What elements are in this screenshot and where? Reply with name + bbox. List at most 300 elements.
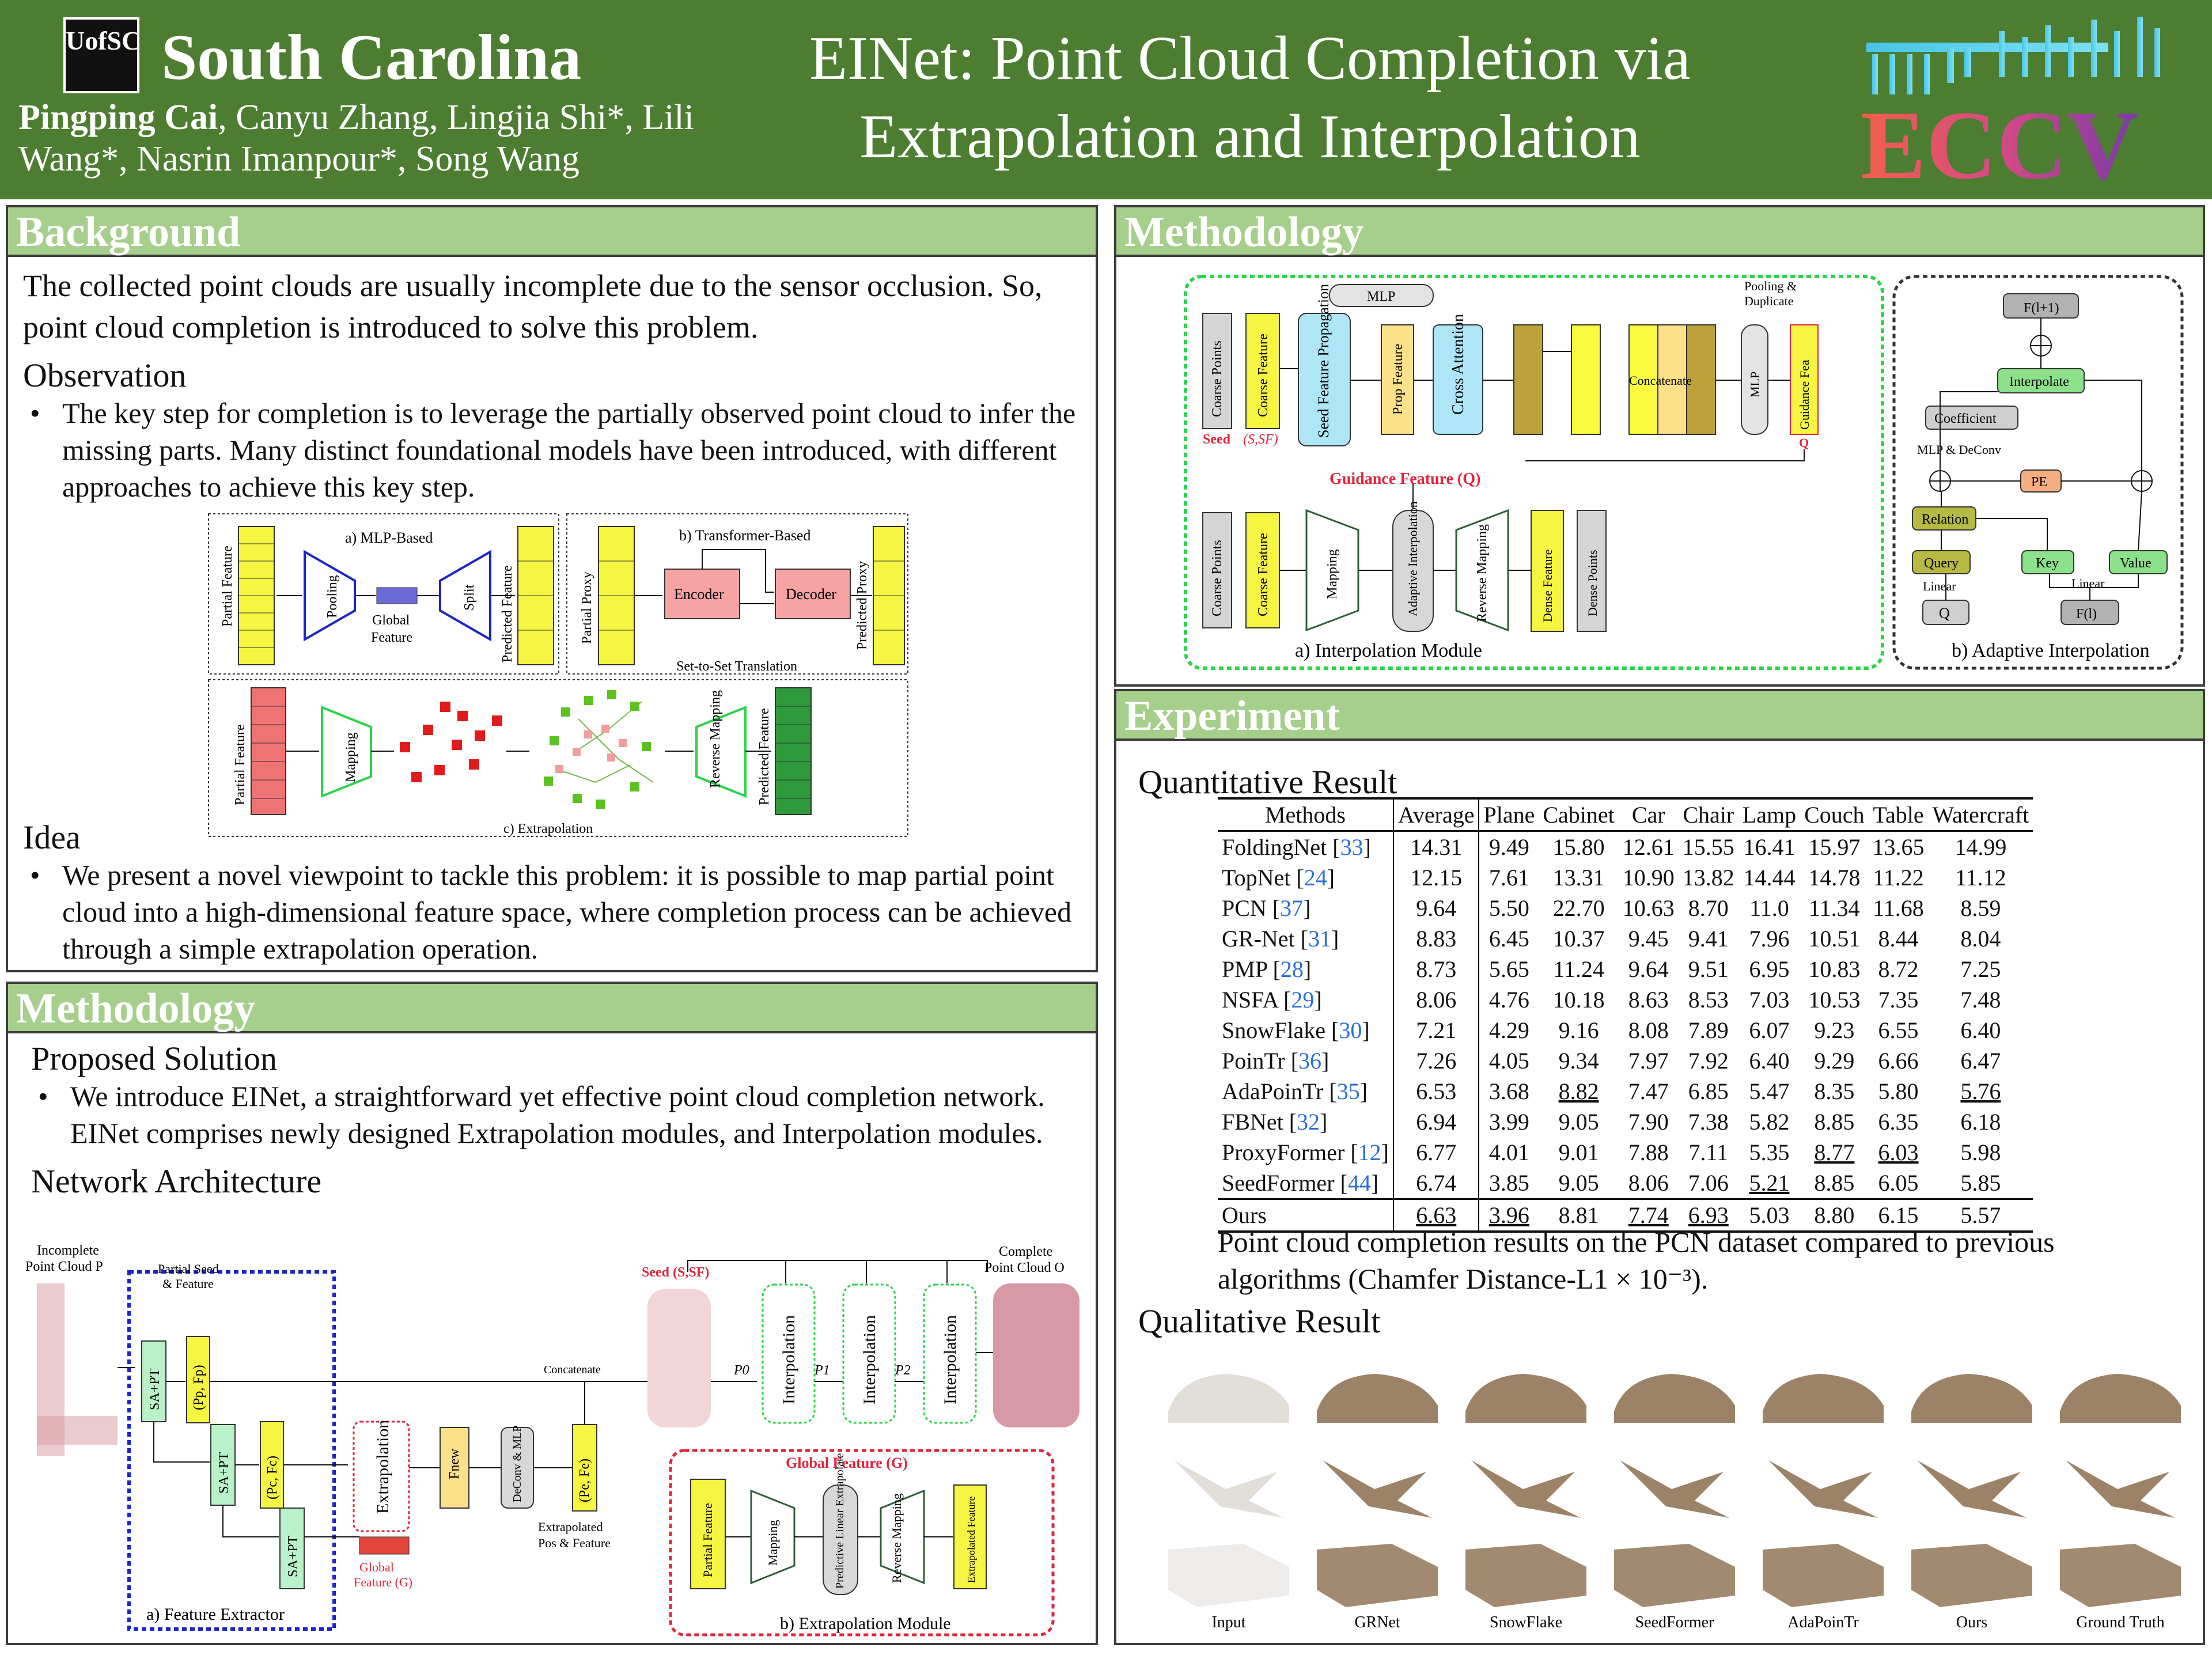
value-cell: 6.07 xyxy=(1749,1017,1790,1043)
col-header: Plane xyxy=(1479,798,1539,831)
car-point-cloud xyxy=(1614,1374,1735,1423)
svg-text:Seed: Seed xyxy=(1203,432,1230,447)
qualitative-column-label: AdaPoinTr xyxy=(1787,1613,1859,1631)
value-cell: 6.03 xyxy=(1878,1139,1919,1165)
value-cell: 5.57 xyxy=(1929,1199,2033,1232)
value-cell: 8.70 xyxy=(1688,895,1729,921)
col-header: Average xyxy=(1393,798,1479,831)
svg-text:(Pe, Fe): (Pe, Fe) xyxy=(577,1459,592,1502)
citation-link[interactable]: 33 xyxy=(1340,834,1363,860)
svg-text:Partial Feature: Partial Feature xyxy=(220,546,235,627)
table-row xyxy=(1218,831,2033,863)
value-cell: 8.73 xyxy=(1393,954,1479,984)
value-cell: 5.65 xyxy=(1488,956,1529,982)
approaches-figure xyxy=(204,512,912,840)
svg-text:Concatenate: Concatenate xyxy=(544,1363,601,1376)
value-cell: 7.11 xyxy=(1688,1139,1729,1165)
svg-text:ECCV: ECCV xyxy=(1861,91,2138,187)
svg-text:Pooling: Pooling xyxy=(325,575,340,618)
eccv-logo xyxy=(1855,14,2177,187)
svg-text:Partial Proxy: Partial Proxy xyxy=(579,571,594,644)
svg-text:SA+PT: SA+PT xyxy=(217,1452,232,1494)
svg-text:Extrapolated Feature: Extrapolated Feature xyxy=(965,1496,977,1583)
table-row xyxy=(1218,1015,2033,1046)
citation-link[interactable]: 29 xyxy=(1291,987,1315,1013)
value-cell: 10.63 xyxy=(1622,895,1675,921)
method-cell: TopNet [24] xyxy=(1218,862,1393,893)
table-row xyxy=(1218,923,2033,954)
method-cell: AdaPoinTr [35] xyxy=(1218,1076,1393,1107)
method-cell: GR-Net [31] xyxy=(1218,923,1393,954)
value-cell: 6.53 xyxy=(1393,1076,1479,1107)
value-cell: 9.16 xyxy=(1558,1017,1599,1043)
value-cell: 8.85 xyxy=(1814,1170,1855,1196)
observation-text: • The key step for completion is to leverage the partially observed point cloud to infer the missing parts. Many distinct foundational models have been introduced, with different approaches to achieve this key step. xyxy=(23,395,1081,505)
value-cell: 5.82 xyxy=(1749,1109,1790,1135)
value-cell: 7.03 xyxy=(1749,987,1790,1013)
value-cell: 9.05 xyxy=(1558,1170,1599,1196)
value-cell: 7.88 xyxy=(1628,1139,1669,1165)
citation-link[interactable]: 30 xyxy=(1339,1017,1362,1043)
svg-text:Prop Feature: Prop Feature xyxy=(1391,343,1406,415)
svg-text:Interpolation: Interpolation xyxy=(941,1315,960,1404)
svg-text:Encoder: Encoder xyxy=(674,586,724,603)
value-cell: 7.89 xyxy=(1688,1017,1729,1043)
svg-text:Guidance Fea: Guidance Fea xyxy=(1797,359,1812,430)
value-cell: 7.38 xyxy=(1688,1109,1729,1135)
table-caption: Point cloud completion results on the PCN dataset compared to previous algorithms (Chamfer Distance-L1 × 10⁻³). xyxy=(1218,1226,2055,1295)
value-cell: 5.85 xyxy=(1960,1170,2001,1196)
svg-text:a) MLP-Based: a) MLP-Based xyxy=(345,529,433,546)
idea-title: Idea xyxy=(23,819,81,856)
value-cell: 11.34 xyxy=(1809,895,1860,921)
svg-text:Coefficient: Coefficient xyxy=(1934,411,1997,426)
experiment-panel xyxy=(1114,689,2205,1645)
value-cell: 14.99 xyxy=(1955,834,2007,860)
value-cell: 5.76 xyxy=(1960,1078,2001,1104)
value-cell: 7.25 xyxy=(1960,956,2001,982)
svg-text:Coarse Points: Coarse Points xyxy=(1210,540,1225,616)
svg-text:Value: Value xyxy=(2120,556,2152,571)
value-cell: 6.40 xyxy=(1960,1017,2001,1043)
value-cell: 3.85 xyxy=(1488,1170,1529,1196)
value-cell: 3.68 xyxy=(1488,1078,1529,1104)
value-cell: 8.77 xyxy=(1814,1139,1855,1165)
svg-text:Predictive Linear Extrapolate: Predictive Linear Extrapolate xyxy=(834,1453,846,1589)
couch-point-cloud xyxy=(1763,1544,1884,1607)
qualitative-column-label: GRNet xyxy=(1354,1613,1400,1631)
bird-point-cloud xyxy=(1174,1460,1283,1518)
value-cell: 13.65 xyxy=(1872,834,1925,860)
svg-text:Split: Split xyxy=(462,584,477,611)
method-cell: NSFA [29] xyxy=(1218,984,1393,1015)
citation-link[interactable]: 28 xyxy=(1280,956,1304,982)
value-cell: 6.45 xyxy=(1488,926,1529,952)
svg-text:(Pc, Fc): (Pc, Fc) xyxy=(265,1456,280,1499)
value-cell: 5.98 xyxy=(1960,1139,2001,1165)
svg-text:Coarse Points: Coarse Points xyxy=(1210,340,1225,417)
svg-text:MLP: MLP xyxy=(1367,289,1396,304)
svg-text:SA+PT: SA+PT xyxy=(286,1535,301,1577)
svg-text:Partial Feature: Partial Feature xyxy=(700,1503,715,1577)
value-cell: 10.90 xyxy=(1622,865,1675,891)
citation-link[interactable]: 24 xyxy=(1304,865,1327,891)
value-cell: 5.80 xyxy=(1878,1078,1919,1104)
svg-text:Duplicate: Duplicate xyxy=(1744,294,1794,308)
idea-text: • We present a novel viewpoint to tackle this problem: it is possible to map partial point cloud into a high-dimensional feature space, where completion process can be achieved through a simple extrapolation operation. xyxy=(23,857,1083,967)
value-cell: 4.29 xyxy=(1488,1017,1529,1043)
proposed-solution-title: Proposed Solution xyxy=(31,1040,277,1077)
svg-text:b) Adaptive Interpolation: b) Adaptive Interpolation xyxy=(1952,640,2150,661)
value-cell: 11.0 xyxy=(1749,895,1789,921)
svg-text:Fnew: Fnew xyxy=(447,1448,462,1479)
svg-text:Predicted Feature: Predicted Feature xyxy=(500,565,515,662)
citation-link[interactable]: 31 xyxy=(1308,926,1331,952)
methodology-right-heading: Methodology xyxy=(1116,207,2203,257)
university-logo: UofSC xyxy=(63,17,139,93)
value-cell: 4.76 xyxy=(1488,987,1529,1013)
method-cell: SeedFormer [44] xyxy=(1218,1168,1393,1199)
methodology-left-panel xyxy=(6,982,1098,1645)
bird-point-cloud xyxy=(1471,1460,1581,1518)
value-cell: 9.64 xyxy=(1393,893,1479,923)
value-cell: 5.50 xyxy=(1488,895,1529,921)
value-cell: 3.96 xyxy=(1479,1199,1539,1232)
citation-link[interactable]: 12 xyxy=(1358,1139,1381,1165)
partial-feature-stack xyxy=(238,527,274,665)
value-cell: 12.61 xyxy=(1622,834,1675,860)
table-row xyxy=(1218,1076,2033,1107)
value-cell: 6.94 xyxy=(1393,1107,1479,1137)
value-cell: 6.15 xyxy=(1869,1199,1929,1232)
value-cell: 11.22 xyxy=(1873,865,1924,891)
svg-text:Seed Feature Propagation: Seed Feature Propagation xyxy=(1315,283,1332,438)
value-cell: 8.35 xyxy=(1814,1078,1855,1104)
value-cell: 10.53 xyxy=(1808,987,1861,1013)
svg-text:Linear: Linear xyxy=(2071,576,2105,590)
svg-text:P1: P1 xyxy=(815,1363,830,1378)
table-row xyxy=(1218,893,2033,923)
citation-link[interactable]: 32 xyxy=(1297,1109,1320,1135)
value-cell: 7.47 xyxy=(1628,1078,1669,1104)
method-cell: FoldingNet [33] xyxy=(1218,831,1393,863)
bird-point-cloud xyxy=(1917,1460,2027,1518)
svg-text:Global: Global xyxy=(359,1560,394,1574)
svg-text:P2: P2 xyxy=(895,1363,911,1378)
value-cell: 9.49 xyxy=(1488,834,1529,860)
value-cell: 13.31 xyxy=(1552,865,1605,891)
background-heading: Background xyxy=(8,207,1096,257)
svg-text:Predicted Feature: Predicted Feature xyxy=(757,708,772,805)
svg-text:Partial Feature: Partial Feature xyxy=(233,724,248,805)
car-point-cloud xyxy=(1465,1374,1586,1423)
value-cell: 3.99 xyxy=(1488,1109,1529,1135)
value-cell: 14.78 xyxy=(1808,865,1861,891)
svg-text:SA+PT: SA+PT xyxy=(147,1368,162,1410)
svg-text:Interpolate: Interpolate xyxy=(2009,374,2069,389)
svg-text:Reverse Mapping: Reverse Mapping xyxy=(889,1493,904,1583)
value-cell: 9.01 xyxy=(1558,1139,1599,1165)
network-architecture-figure xyxy=(20,1237,1091,1641)
value-cell: 8.83 xyxy=(1393,923,1479,954)
value-cell: 16.41 xyxy=(1743,834,1796,860)
couch-point-cloud xyxy=(1465,1544,1586,1607)
value-cell: 6.93 xyxy=(1679,1199,1738,1232)
value-cell: 6.35 xyxy=(1878,1109,1919,1135)
interpolation-figure xyxy=(1122,265,2199,680)
svg-text:Extrapolated: Extrapolated xyxy=(538,1520,603,1534)
col-header: Chair xyxy=(1679,798,1738,831)
method-cell: SnowFlake [30] xyxy=(1218,1015,1393,1046)
bird-point-cloud xyxy=(2066,1460,2175,1518)
citation-link[interactable]: 35 xyxy=(1336,1078,1360,1104)
value-cell: 7.96 xyxy=(1749,926,1790,952)
svg-text:MLP: MLP xyxy=(1748,371,1762,397)
svg-text:Mapping: Mapping xyxy=(766,1520,780,1566)
value-cell: 6.18 xyxy=(1960,1109,2001,1135)
value-cell: 7.35 xyxy=(1878,987,1919,1013)
col-header: Table xyxy=(1869,798,1929,831)
value-cell: 8.06 xyxy=(1393,984,1479,1015)
results-table xyxy=(1218,797,2033,1233)
value-cell: 8.08 xyxy=(1628,1017,1669,1043)
svg-text:Complete: Complete xyxy=(999,1244,1053,1259)
value-cell: 4.01 xyxy=(1488,1139,1529,1165)
svg-text:Pooling &: Pooling & xyxy=(1744,279,1797,293)
value-cell: 11.68 xyxy=(1873,895,1924,921)
value-cell: 9.41 xyxy=(1688,926,1729,952)
svg-text:a) Interpolation Module: a) Interpolation Module xyxy=(1295,640,1482,661)
value-cell: 7.48 xyxy=(1960,987,2001,1013)
value-cell: 8.72 xyxy=(1878,956,1919,982)
svg-text:Interpolation: Interpolation xyxy=(860,1315,879,1404)
value-cell: 8.80 xyxy=(1800,1199,1868,1232)
svg-text:Global Feature (G): Global Feature (G) xyxy=(786,1455,908,1471)
method-cell: Ours xyxy=(1218,1199,1393,1232)
svg-text:Cross Attention: Cross Attention xyxy=(1449,313,1467,415)
value-cell: 11.12 xyxy=(1955,865,2006,891)
svg-text:c) Extrapolation: c) Extrapolation xyxy=(503,821,593,836)
value-cell: 5.21 xyxy=(1749,1170,1790,1196)
bird-point-cloud xyxy=(1768,1460,1878,1518)
value-cell: 6.66 xyxy=(1878,1048,1919,1074)
other-authors: , Canyu Zhang, Lingjia Shi*, Lili Wang*, Nasrin Imanpour*, Song Wang xyxy=(18,98,694,179)
value-cell: 8.85 xyxy=(1814,1109,1855,1135)
value-cell: 10.83 xyxy=(1808,956,1861,982)
value-cell: 9.05 xyxy=(1558,1109,1599,1135)
svg-text:Dense Feature: Dense Feature xyxy=(1540,549,1555,622)
value-cell: 7.61 xyxy=(1488,865,1529,891)
value-cell: 5.47 xyxy=(1749,1078,1790,1104)
value-cell: 15.55 xyxy=(1682,834,1734,860)
value-cell: 6.63 xyxy=(1393,1199,1479,1232)
value-cell: 8.81 xyxy=(1539,1199,1618,1232)
car-point-cloud xyxy=(1911,1374,2032,1423)
svg-text:Guidance Feature (Q): Guidance Feature (Q) xyxy=(1330,470,1481,488)
svg-text:(S,SF): (S,SF) xyxy=(1243,432,1278,447)
citation-link[interactable]: 44 xyxy=(1347,1170,1371,1196)
method-cell: PoinTr [36] xyxy=(1218,1046,1393,1076)
svg-text:Partial Seed: Partial Seed xyxy=(158,1262,219,1276)
svg-text:(Pp, Fp): (Pp, Fp) xyxy=(191,1365,206,1410)
value-cell: 9.29 xyxy=(1814,1048,1855,1074)
value-cell: 6.55 xyxy=(1878,1017,1919,1043)
value-cell: 10.51 xyxy=(1808,926,1861,952)
observation-title: Observation xyxy=(23,357,187,394)
citation-link[interactable]: 36 xyxy=(1298,1048,1322,1074)
method-cell: FBNet [32] xyxy=(1218,1107,1393,1137)
value-cell: 6.74 xyxy=(1393,1168,1479,1199)
car-point-cloud xyxy=(2060,1374,2181,1423)
value-cell: 6.47 xyxy=(1960,1048,2001,1074)
svg-text:MLP & DeConv: MLP & DeConv xyxy=(1917,442,2001,457)
svg-text:Interpolation: Interpolation xyxy=(779,1315,798,1404)
svg-text:& Feature: & Feature xyxy=(162,1277,214,1291)
svg-text:Decoder: Decoder xyxy=(786,586,837,603)
svg-text:Reverse Mapping: Reverse Mapping xyxy=(1475,524,1490,622)
svg-text:Point Cloud P: Point Cloud P xyxy=(25,1259,103,1274)
svg-text:P0: P0 xyxy=(734,1363,749,1378)
svg-text:Coarse Feature: Coarse Feature xyxy=(1256,533,1271,616)
method-cell: PMP [28] xyxy=(1218,954,1393,984)
value-cell: 7.21 xyxy=(1393,1015,1479,1046)
value-cell: 14.44 xyxy=(1743,865,1796,891)
title-line-1: EINet: Point Cloud Completion via xyxy=(809,24,1691,93)
svg-text:Mapping: Mapping xyxy=(1325,549,1340,599)
svg-text:Incomplete: Incomplete xyxy=(37,1243,99,1258)
svg-text:Key: Key xyxy=(2036,556,2059,571)
experiment-heading: Experiment xyxy=(1116,691,2203,741)
svg-text:Concatenate: Concatenate xyxy=(1629,373,1692,388)
value-cell: 9.45 xyxy=(1628,926,1669,952)
svg-text:Q: Q xyxy=(1799,435,1809,450)
svg-text:Reverse Mapping: Reverse Mapping xyxy=(708,690,723,788)
svg-text:Global: Global xyxy=(372,613,410,628)
svg-text:Point Cloud O: Point Cloud O xyxy=(984,1260,1065,1275)
table-row xyxy=(1218,1137,2033,1168)
lead-author: Pingping Cai xyxy=(18,98,218,137)
col-header: Car xyxy=(1619,798,1679,831)
svg-text:Dense Points: Dense Points xyxy=(1585,550,1600,616)
value-cell: 10.18 xyxy=(1552,987,1605,1013)
value-cell: 5.03 xyxy=(1738,1199,1800,1232)
value-cell: 4.05 xyxy=(1488,1048,1529,1074)
svg-text:b) Extrapolation Module: b) Extrapolation Module xyxy=(780,1614,951,1633)
value-cell: 7.06 xyxy=(1688,1170,1729,1196)
value-cell: 7.74 xyxy=(1619,1199,1679,1232)
svg-text:b) Transformer-Based: b) Transformer-Based xyxy=(679,527,811,544)
svg-text:Feature: Feature xyxy=(371,630,412,645)
couch-point-cloud xyxy=(1317,1544,1438,1607)
svg-text:Linear: Linear xyxy=(1923,579,1956,593)
couch-point-cloud xyxy=(1614,1544,1735,1607)
background-panel xyxy=(6,205,1098,972)
value-cell: 8.63 xyxy=(1628,987,1669,1013)
svg-text:F(l+1): F(l+1) xyxy=(2024,301,2059,316)
proposed-solution-text: • We introduce EINet, a straightforward yet effective point cloud completion network. EINet comprises newly designed Extrapolation modules, and Interpolation modules. xyxy=(31,1078,1073,1152)
header xyxy=(0,0,2212,199)
svg-text:Extrapolation: Extrapolation xyxy=(373,1419,392,1514)
qualitative-column-label: SnowFlake xyxy=(1490,1613,1562,1631)
value-cell: 6.85 xyxy=(1688,1078,1729,1104)
value-cell: 8.59 xyxy=(1960,895,2001,921)
value-cell: 8.44 xyxy=(1878,926,1919,952)
table-row xyxy=(1218,1046,2033,1076)
university-name: South Carolina xyxy=(161,22,582,93)
col-header: Methods xyxy=(1218,798,1393,831)
value-cell: 10.37 xyxy=(1552,926,1605,952)
table-row xyxy=(1218,862,2033,893)
svg-text:Mapping: Mapping xyxy=(343,732,358,782)
svg-text:Adaptive Interpolation: Adaptive Interpolation xyxy=(1406,501,1420,616)
value-cell: 6.40 xyxy=(1749,1048,1790,1074)
value-cell: 7.90 xyxy=(1628,1109,1669,1135)
value-cell: 8.04 xyxy=(1960,926,2001,952)
col-header: Lamp xyxy=(1738,798,1800,831)
value-cell: 12.15 xyxy=(1393,862,1479,893)
car-point-cloud xyxy=(1763,1374,1884,1423)
svg-text:Relation: Relation xyxy=(1922,512,1969,527)
qualitative-title: Qualitative Result xyxy=(1138,1302,1381,1340)
citation-link[interactable]: 37 xyxy=(1280,895,1304,921)
couch-point-cloud xyxy=(1168,1544,1289,1607)
col-header: Cabinet xyxy=(1539,798,1618,831)
value-cell: 7.26 xyxy=(1393,1046,1479,1076)
car-point-cloud xyxy=(1317,1374,1438,1423)
col-header: Couch xyxy=(1800,798,1868,831)
svg-text:F(l): F(l) xyxy=(2076,607,2097,622)
col-header: Watercraft xyxy=(1929,798,2033,831)
method-cell: ProxyFormer [12] xyxy=(1218,1137,1393,1168)
methodology-left-heading: Methodology xyxy=(8,984,1096,1033)
svg-text:Feature (G): Feature (G) xyxy=(354,1575,413,1589)
value-cell: 13.82 xyxy=(1682,865,1734,891)
method-cell: PCN [37] xyxy=(1218,893,1393,923)
value-cell: 7.97 xyxy=(1628,1048,1669,1074)
network-architecture-title: Network Architecture xyxy=(31,1162,322,1200)
table-row xyxy=(1218,1168,2033,1199)
quantitative-title: Quantitative Result xyxy=(1138,763,1397,801)
bird-point-cloud xyxy=(1620,1460,1729,1518)
svg-text:Set-to-Set Translation: Set-to-Set Translation xyxy=(676,659,798,674)
value-cell: 5.35 xyxy=(1749,1139,1790,1165)
value-cell: 8.06 xyxy=(1628,1170,1669,1196)
value-cell: 9.34 xyxy=(1558,1048,1599,1074)
value-cell: 6.95 xyxy=(1749,956,1790,982)
value-cell: 8.82 xyxy=(1558,1078,1599,1104)
qualitative-column-label: SeedFormer xyxy=(1635,1613,1714,1631)
bird-point-cloud xyxy=(1323,1460,1432,1518)
value-cell: 9.51 xyxy=(1688,956,1729,982)
car-point-cloud xyxy=(1168,1374,1289,1423)
table-row xyxy=(1218,1107,2033,1137)
svg-text:Coarse Feature: Coarse Feature xyxy=(1256,334,1271,417)
value-cell: 14.31 xyxy=(1393,831,1479,863)
svg-text:DeConv & MLP: DeConv & MLP xyxy=(511,1425,524,1502)
svg-text:Predicted Proxy: Predicted Proxy xyxy=(855,561,870,650)
title-line-2: Extrapolation and Interpolation xyxy=(859,103,1641,171)
svg-text:Query: Query xyxy=(1924,556,1959,571)
author-list xyxy=(18,97,727,180)
methodology-right-panel xyxy=(1114,205,2205,687)
results-header-row xyxy=(1218,798,2033,831)
couch-point-cloud xyxy=(1911,1544,2032,1607)
svg-text:a) Feature Extractor: a) Feature Extractor xyxy=(146,1605,285,1624)
value-cell: 6.05 xyxy=(1878,1170,1919,1196)
value-cell: 15.80 xyxy=(1552,834,1605,860)
value-cell: 7.92 xyxy=(1688,1048,1729,1074)
background-intro: The collected point clouds are usually incomplete due to the sensor occlusion. So, point cloud completion is introduced to solve this problem. xyxy=(23,268,1043,344)
